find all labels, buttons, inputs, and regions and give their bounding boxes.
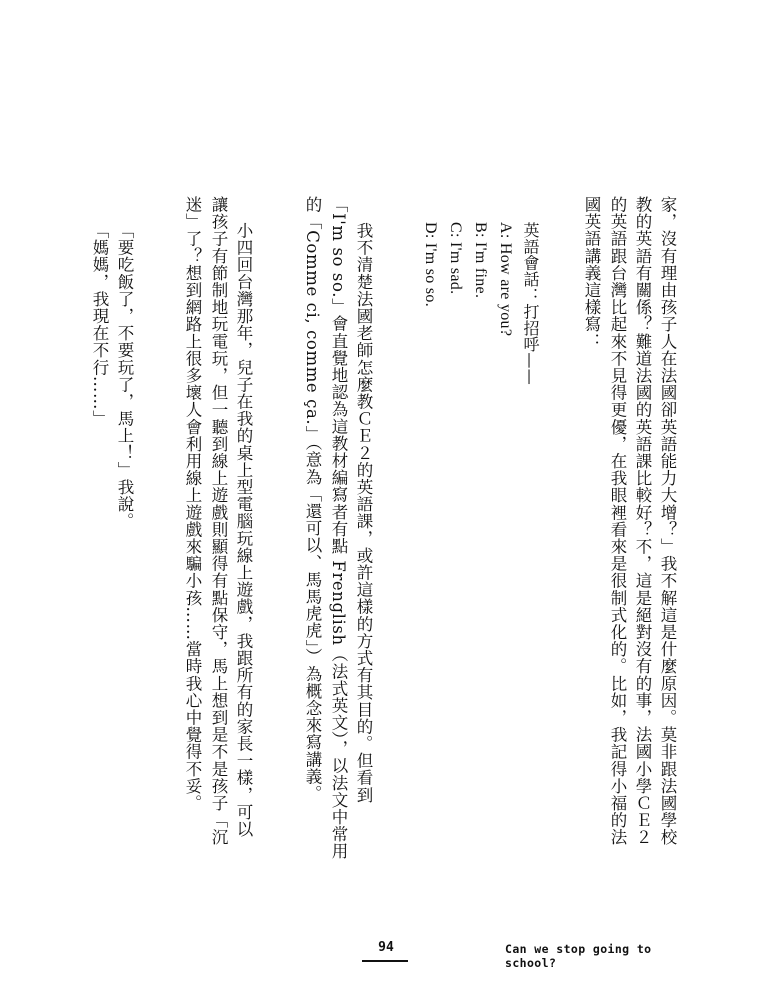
text-column-6: 「I'm so so.」會直覺地認為這教材編寫者有點 Frenglish（法式英文），以法文中常用	[329, 196, 348, 860]
text-column-2: 教的英語有關係？難道法國的英語課比較好？不，這是絕對沒有的事，法國小學ＣＥ２	[633, 196, 652, 846]
text-column-4: 國英語講義這樣寫：	[582, 196, 601, 350]
quote-line-2: 「媽媽，我現在不行……」	[90, 222, 109, 428]
page-number-underline	[362, 960, 408, 962]
dialogue-line-d: D: I'm so so.	[422, 222, 439, 308]
text-column-3: 的英語跟台灣比起來不見得更優，在我眼裡看來是很制式化的。比如，我記得小福的法	[608, 196, 627, 846]
text-column-9: 讓孩子有節制地玩電玩，但一聽到線上遊戲則顯得有點保守，馬上想到是不是孩子「沉	[209, 196, 228, 846]
dialogue-line-a: A: How are you?	[497, 222, 514, 337]
text-column-7: 的「Comme ci, comme ça.」（意為「還可以、馬馬虎虎」）為概念來寫講義。	[303, 196, 322, 803]
page-number: 94	[378, 940, 394, 955]
text-column-10: 迷」了？想到網路上很多壞人會利用線上遊戲來騙小孩……當時我心中覺得不妥。	[183, 196, 202, 812]
text-column-5: 我不清楚法國老師怎麼教ＣＥ２的英語課，或許這樣的方式有其目的。但看到	[354, 222, 373, 804]
text-column-1: 家，沒有理由孩子人在法國卻英語能力大增？」我不解這是什麼原因。莫非跟法國學校	[658, 196, 677, 846]
dialogue-line-b: B: I'm fine.	[472, 222, 489, 299]
quote-line-1: 「要吃飯了，不要玩了，馬上！」我說。	[115, 222, 134, 530]
dialogue-line-c: C: I'm sad.	[447, 222, 464, 295]
text-column-8: 小四回台灣那年，兒子在我的桌上型電腦玩線上遊戲，我跟所有的家長一樣，可以	[234, 222, 253, 838]
running-title: Can we stop going to school?	[505, 942, 652, 970]
dialogue-heading: 英語會話：打招呼——	[521, 222, 540, 385]
